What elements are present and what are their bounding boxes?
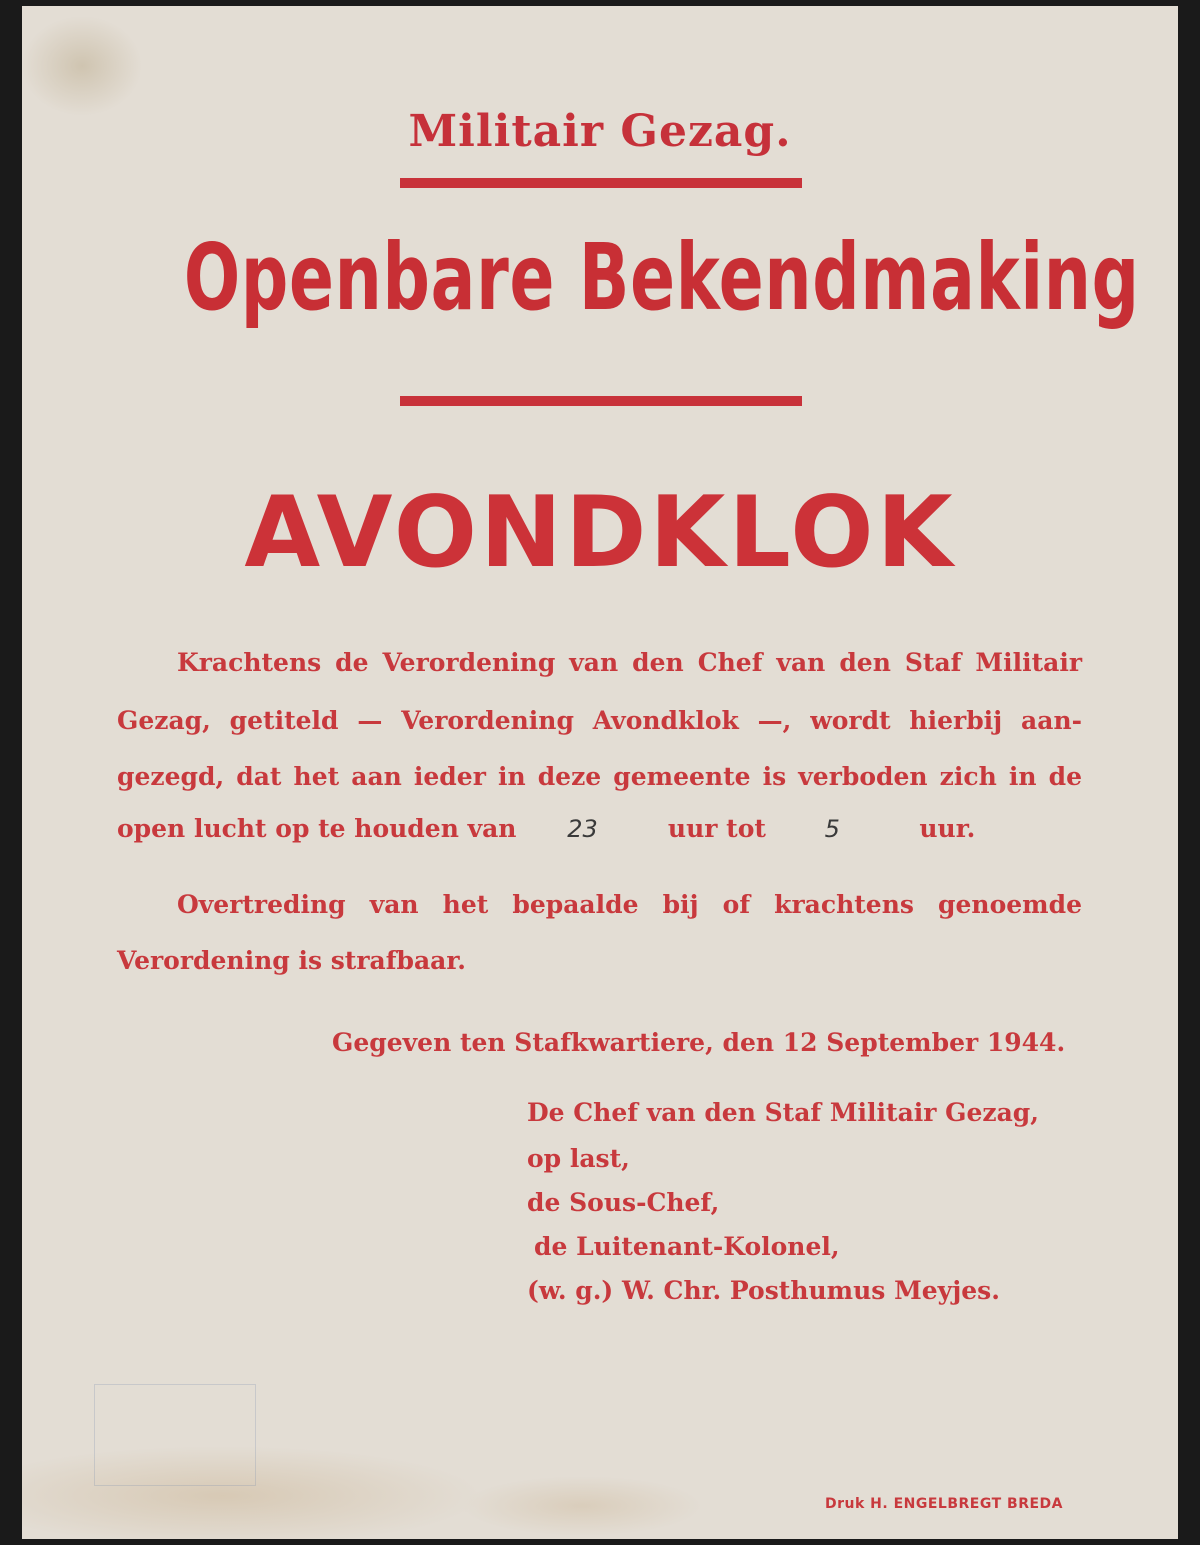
faint-stamp xyxy=(94,1384,256,1486)
notice-title: Openbare Bekendmaking xyxy=(183,224,1140,331)
paragraph2-line2: Verordening is strafbaar. xyxy=(117,946,466,975)
curfew-start-hour: 23 xyxy=(567,815,598,843)
top-rule xyxy=(400,178,802,188)
paragraph1-line4 xyxy=(117,814,975,843)
paragraph2-line1: Overtreding van het bepaalde bij of krachtens genoemde xyxy=(177,890,1082,919)
signature-line-3: de Sous-Chef, xyxy=(527,1188,720,1217)
curfew-middle: uur tot xyxy=(667,814,766,843)
paragraph1-line1: Krachtens de Verordening van den Chef van den Staf Militair xyxy=(177,648,1082,677)
signature-line-1: De Chef van den Staf Militair Gezag, xyxy=(527,1098,1039,1127)
middle-rule xyxy=(400,396,802,406)
curfew-suffix: uur. xyxy=(919,814,976,843)
curfew-prefix: open lucht op te houden van xyxy=(117,814,517,843)
signature-line-4: de Luitenant-Kolonel, xyxy=(534,1232,840,1261)
authority-heading: Militair Gezag. xyxy=(408,106,792,157)
curfew-end-hour: 5 xyxy=(824,815,840,843)
subject-heading: AVONDKLOK xyxy=(244,476,956,590)
printer-imprint: Druk H. ENGELBREGT BREDA xyxy=(825,1496,1063,1512)
given-date-line: Gegeven ten Stafkwartiere, den 12 September 1944. xyxy=(332,1028,1066,1057)
signature-line-5: (w. g.) W. Chr. Posthumus Meyjes. xyxy=(527,1276,1000,1305)
paragraph1-line3: gezegd, dat het aan ieder in deze gemeente is verboden zich in de xyxy=(117,762,1082,791)
signature-line-2: op last, xyxy=(527,1144,630,1173)
paragraph1-line2: Gezag, getiteld — Verordening Avondklok —, wordt hierbij aan- xyxy=(117,706,1082,735)
poster-sheet xyxy=(22,6,1178,1539)
